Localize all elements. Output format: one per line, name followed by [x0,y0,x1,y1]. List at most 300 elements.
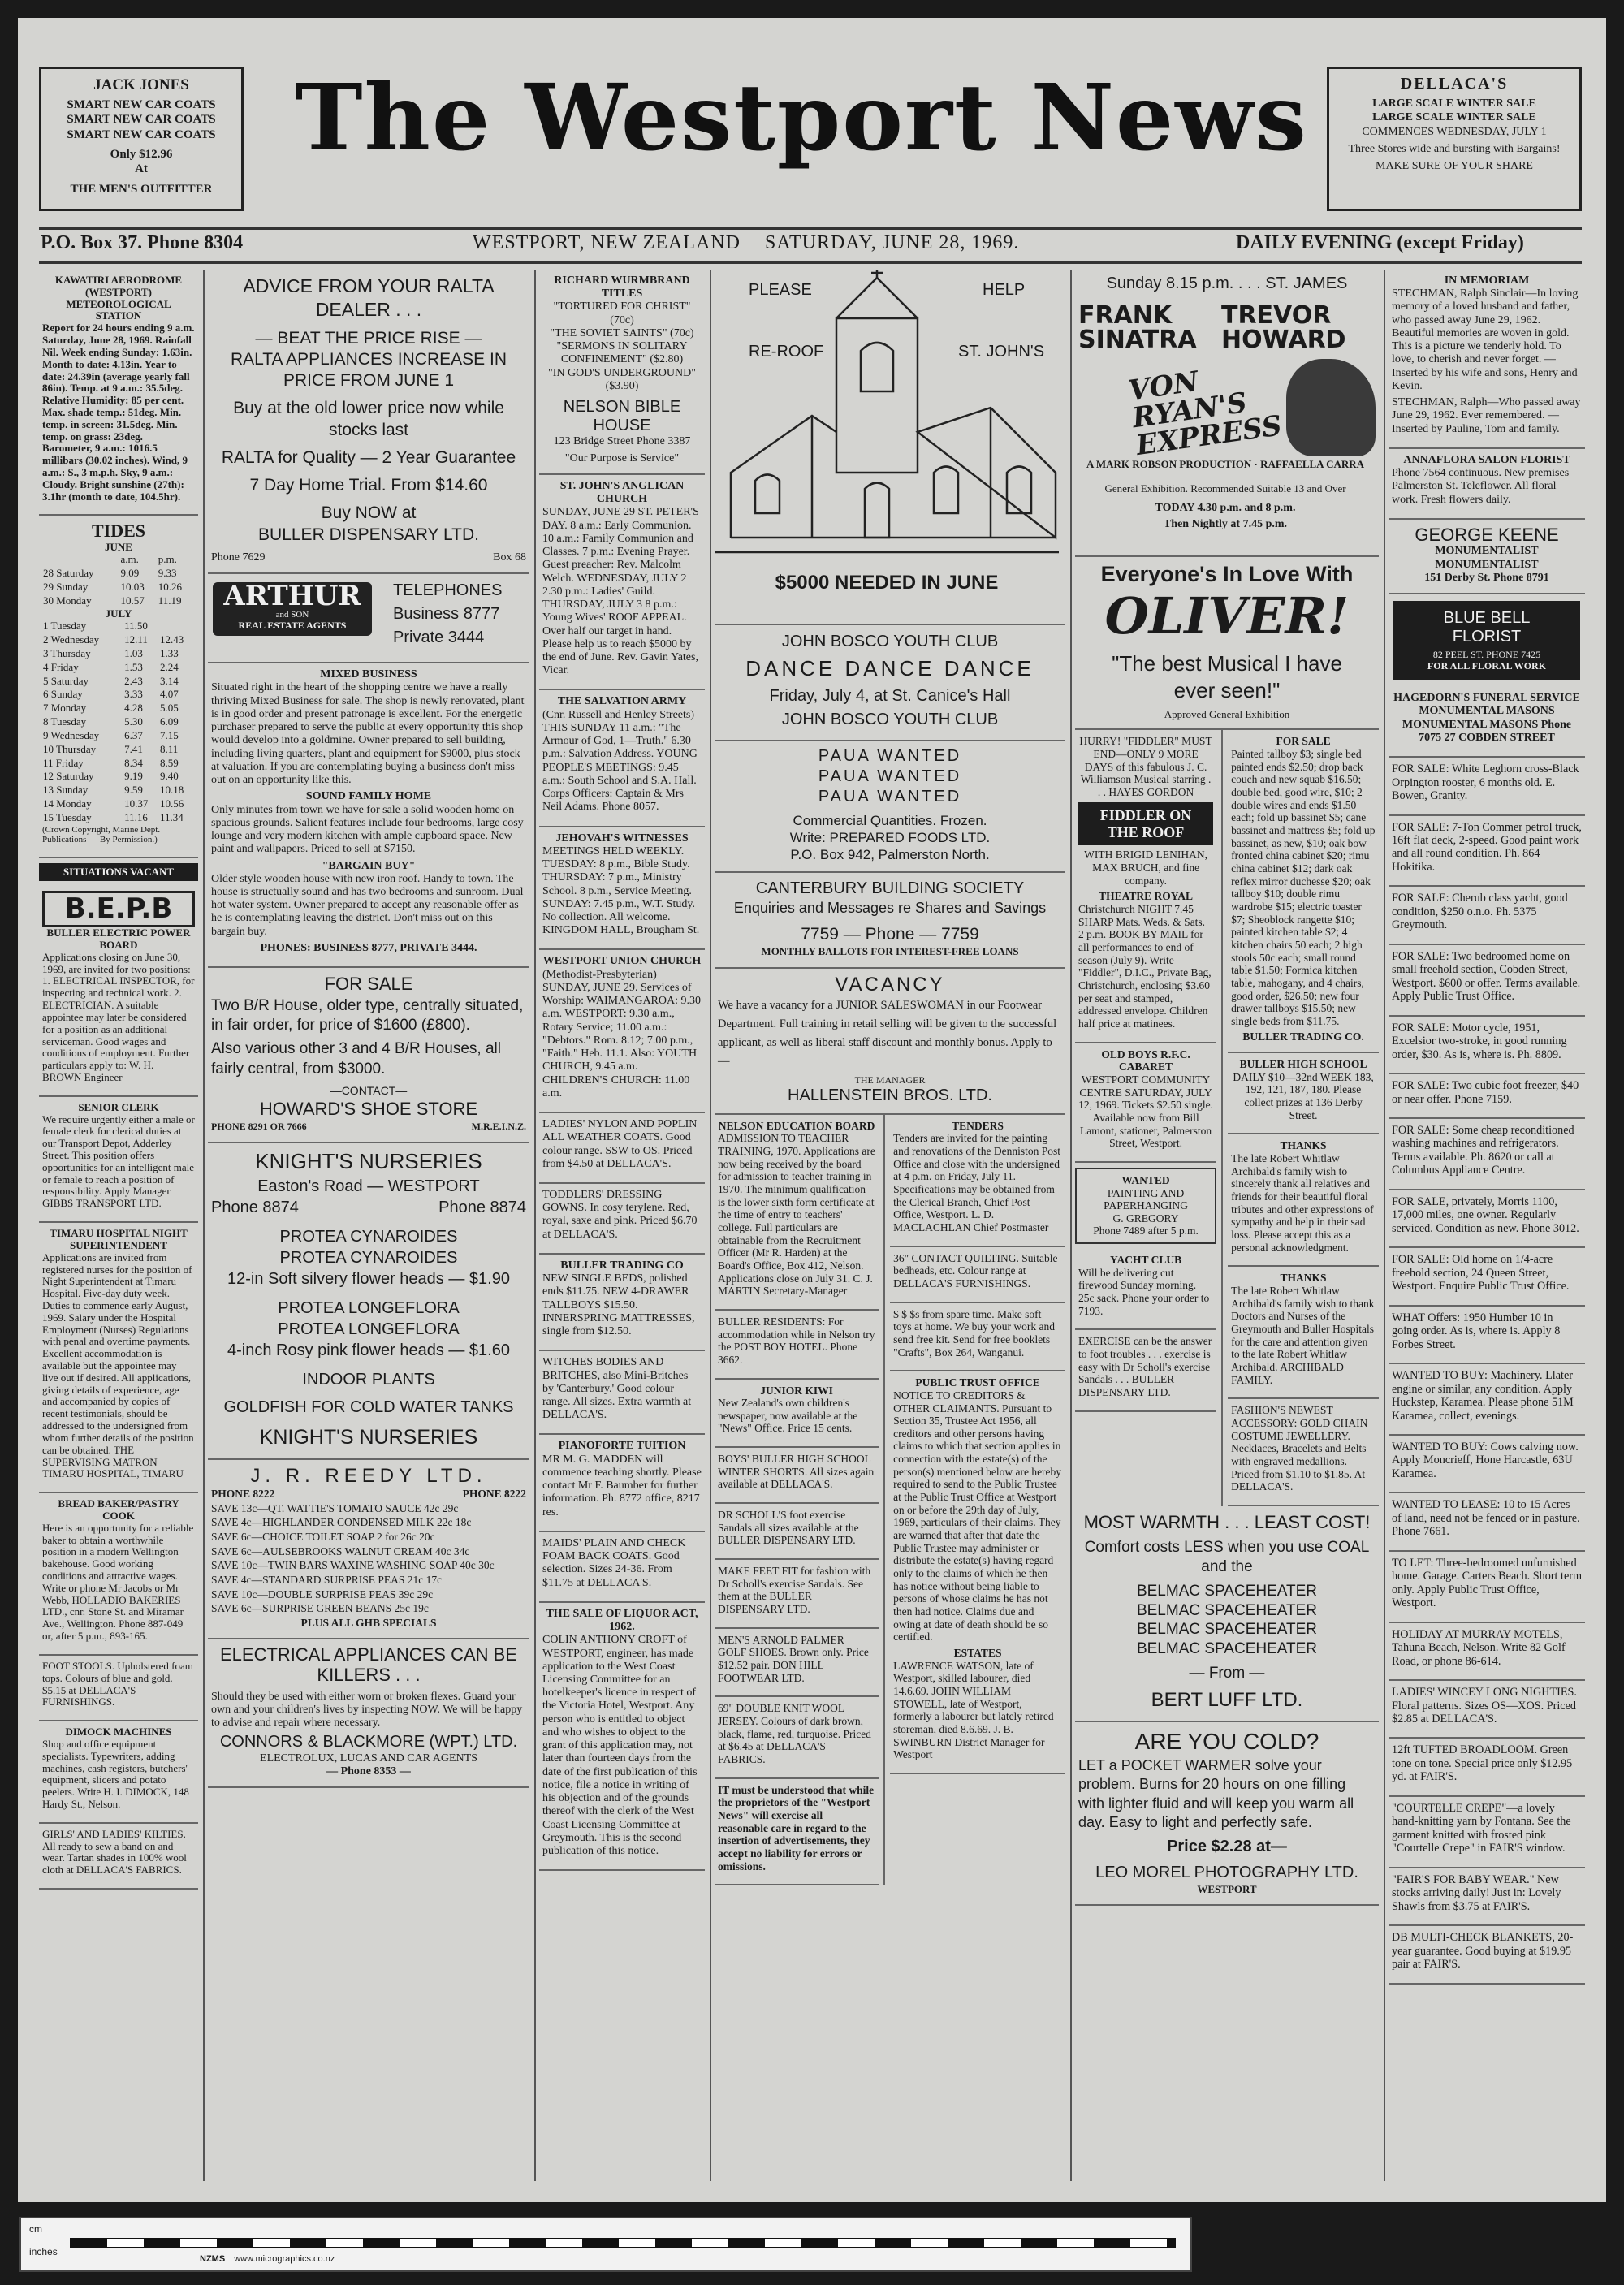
knight-line: PROTEA CYNAROIDES [279,1248,458,1267]
thanks-notice-2 [1228,1267,1379,1399]
union-church-notice [539,950,705,1113]
table-cell: 11.19 [158,594,182,607]
table-cell: 4 Friday [43,660,79,673]
classified-ad [1389,945,1585,1017]
ad-line: LARGE SCALE WINTER SALE [1372,111,1536,124]
buller-title: BULLER TRADING CO [560,1259,684,1272]
classified-text: HOLIDAY AT MURRAY MOTELS, Tahuna Beach, Nelson. Write 82 Golf Road, or phone 86-614. [1392,1627,1566,1668]
paua-line: PAUA WANTED [818,767,962,785]
wurm-item: "IN GOD'S UNDERGROUND" ($3.90) [548,366,696,392]
fiddler-ad [1075,730,1216,1043]
reedy-phone: PHONE 8222 [462,1488,526,1501]
table-row [42,661,195,675]
wanted-line: Phone 7489 after 5 p.m. [1093,1225,1199,1238]
table-cell: 12 Saturday [43,770,94,783]
classified-ad [1389,1623,1585,1681]
nelson-tag: "Our Purpose is Service" [564,451,680,464]
church-illustration [715,270,1059,562]
church-reroof: RE-ROOF [749,343,824,361]
col4-split [715,1115,1065,1886]
column-rule [710,270,711,2181]
coal-line: BERT LUFF LTD. [1151,1688,1303,1711]
gregory-wanted-ad [1075,1168,1216,1244]
disclaim-text: IT must be understood that while the proprietors of the "Westport News" will exercise all reasonable care in regard to the insertion of advertisements, they accept no liability for errors or omissions. [718,1783,875,1872]
thanks2-text: The late Robert Whitlaw Archibald's family wish to thank Doctors and Nurses of the Greymouth and Buller Hospitals for the care and attention given to the late Robert Whitlaw Archibald. ARCHIBALD FAMILY. [1231,1284,1375,1386]
thanks2-title: THANKS [1280,1272,1327,1285]
arthur-logo-top: ARTHUR [223,580,361,613]
arthur-logo-mid: and SON [275,610,309,620]
reedy-ad [208,1460,529,1639]
film-names-right [1221,301,1346,354]
table-cell: 2.24 [160,660,179,673]
classified-ad [1389,1119,1585,1190]
reedy-item: SAVE 10c—TWIN BARS WAXINE WASHING SOAP 40c 30c [211,1559,495,1572]
bargain-text: Older style wooden house with new iron roof. Handy to town. The house is structually sound and has two bedrooms and sunroom. Dual hot water system. Owner prepared to accept any reasonable offer as he is contemplating leaving the district. Don't miss out on this bargain buy. [211,872,524,938]
classified-ad [1389,887,1585,944]
ralta-ad [208,270,529,574]
forsale5-text: Painted tallboy $3; single bed painted ends $2.50; drop back couch and new squab $16.50; double bed, good wire, $10; 2 double wires and ends $1.50 each; fold up bassinet $5; cane bassinet and mattress $5; fold up bassinet, as new, $10; oak bow fronted china cabinet $20; rimu china cabinet $12; dark oak reflex mirror duchesse $20; oak tallboy $10; double rimu wardrobe $15; electric toaster $7; Sheoblock rangette $10; painted kitchen table $2; 4 kitchen chairs 50 each; 2 high stools 50c each; small round table $1.50; Formica kitchen table, mahogany, and 4 chairs, good order, $26.50; new four drawer tallboys $15.50; new single beds from $11.75. [1231,748,1376,1027]
film-title: VON RYAN'S EXPRESS [1126,365,1285,463]
theatre-title: THEATRE ROYAL [1099,890,1194,903]
classified-text: FOR SALE: Some cheap reconditioned washing machines and refrigerators. Terms available. Ph. 8620 or call at Columbus Appliance Centre. [1392,1124,1574,1177]
table-cell: 13 Sunday [43,784,89,797]
connors-ad [208,1639,529,1788]
yacht-title: YACHT CLUB [1109,1254,1182,1267]
buller-res-text: BULLER RESIDENTS: For accommodation while in Nelson try the POST BOY HOTEL. Phone 3662. [718,1315,875,1366]
table-row [42,702,195,715]
reedy-item: SAVE 6c—CHOICE TOILET SOAP 2 for 26c 20c [211,1530,435,1543]
coal-heater-ad [1075,1506,1379,1722]
reedy-item: SAVE 6c—AULSEBROOKS WALNUT CREAM 40c 34c [211,1544,470,1557]
col5-left [1075,730,1223,1505]
canterbury-building-ad [715,873,1065,969]
classified-ad [1389,758,1585,815]
feet-fit-ad [715,1560,879,1629]
yacht-text: Will be delivering cut firewood Sunday morning. 25c sack. Phone your order to 7193. [1078,1266,1210,1317]
table-cell: 12.11 [124,633,148,646]
knight-title: KNIGHT'S NURSERIES [255,1148,482,1173]
knight-phone: Phone 8874 [438,1198,526,1216]
fiddler-cast: WITH BRIGID LENIHAN, MAX BRUCH, and fine company. [1084,849,1207,887]
bluebell-name: BLUE BELL [1443,608,1531,627]
table-cell: 11 Friday [43,756,84,769]
table-row [42,770,195,784]
oliver-quote: "The best Musical I have ever seen!" [1112,651,1342,702]
table-cell: 9.40 [160,770,179,783]
family-title: SOUND FAMILY HOME [305,790,432,803]
weather-title: KAWATIRI AERODROME (WESTPORT) METEOROLOGICAL STATION [54,274,183,322]
ad-line: MAKE SURE OF YOUR SHARE [1376,159,1533,172]
table-cell: 10.56 [160,797,184,810]
table-row [42,688,195,702]
connors-name: CONNORS & BLACKMORE (WPT.) LTD. [219,1733,518,1752]
howards-ad [208,968,529,1143]
junior-kiwi-ad [715,1380,879,1449]
leo-name: LEO MOREL PHOTOGRAPHY LTD. [1095,1863,1358,1881]
table-cell: 9.19 [124,770,143,783]
clerk-title: SENIOR CLERK [78,1100,159,1113]
ad-line: SMART NEW CAR COATS [67,98,216,112]
george-keene-ad [1389,520,1585,594]
situations-vacant-banner: SITUATIONS VACANT [39,863,198,882]
table-cell: 29 Sunday [43,580,89,593]
oliver-title: OLIVER! [1104,586,1350,646]
piano-title: PIANOFORTE TUITION [558,1440,686,1453]
table-cell: 8.34 [124,756,143,769]
arthur-logo [213,582,372,636]
ralta-phone: Phone 7629 [211,551,266,564]
forsale5-footer: BULLER TRADING CO. [1242,1030,1364,1043]
neb-text: ADMISSION TO TEACHER TRAINING, 1970. Applications are now being received by the board for admission to teacher training in 1970. The minimum qualification is the lower sixth form certificate at the time of entry to teachers' college. Full particulars are obtainable from the Recruitment Officer (Mr R. Harden) at the Board's Office, Box 412, Nelson. Applications close on July 31. C. J. MARTIN Secretary-Manager [718,1132,875,1298]
ad-line: DELLACA'S [1400,75,1509,93]
classified-text: WANTED TO BUY: Machinery. Llater engine or similar, any condition. Apply Huckstep, Karamea. Please phone 51M Karamea, collect, evenings. [1392,1369,1574,1423]
bosco-line: DANCE DANCE DANCE [745,656,1034,680]
nelson-education-ad [715,1115,879,1311]
paua-line: Commercial Quantities. Frozen. [793,812,987,828]
footstool-text: FOOT STOOLS. Upholstered foam tops. Colours of blue and gold. $5.15 at DELLACA'S FURNISHINGS. [42,1659,193,1708]
table-cell [159,620,195,633]
table-row [42,647,195,661]
church-please: PLEASE [749,281,812,299]
oliver-cert: Approved General Exhibition [1164,708,1290,721]
cbs-phone: 7759 — Phone — 7759 [801,924,979,944]
classified-text: "COURTELLE CREPE"—a lovely hand-knitting yarn by Fontana. See the garment knitted with frosted pink "Courtelle Crepe" in FAIR'S window. [1392,1801,1571,1855]
table-cell: 6.37 [124,728,143,741]
coal-line: BELMAC SPACEHEATER [1136,1601,1318,1619]
in-memoriam [1389,270,1585,449]
tides-title: TIDES [91,520,146,542]
buller-text: NEW SINGLE BEDS, polished ends $11.75. NEW 4-DRAWER TALLBOYS $15.50. INNERSPRING MATTRESSES, single from $12.50. [542,1272,695,1338]
table-cell: 10.26 [158,580,182,593]
classified-ad [1389,1248,1585,1306]
phones-line: PHONES: BUSINESS 8777, PRIVATE 3444. [260,941,477,954]
post-boy-hotel-ad [715,1311,879,1380]
tides-table [39,516,198,857]
table-row [42,811,195,825]
ad-line: LARGE SCALE WINTER SALE [1372,97,1536,110]
bargain-title: "BARGAIN BUY" [322,859,416,872]
classified-text: WHAT Offers: 1950 Humber 10 in going order. As is, where is. Apply 8 Forbes Street. [1392,1311,1561,1351]
newspaper-page [18,18,1606,2202]
tides-note: (Crown Copyright, Marine Dept. Publications — By Permission.) [42,824,161,845]
coal-line: MOST WARMTH . . . LEAST COST! [1083,1511,1371,1532]
dateline-rule-top [39,227,1582,230]
dateline-rule-bottom [39,261,1582,264]
hospital-text: Applications are invited from registered nurses for the position of Night Superintendent at Timaru Hospital. Five-day duty week. Duties to commence early August, 1969. Salary under the Hospital Employment (Nurses) Regulations with penal and overtime payments. Excellent accommodation is available but the appointee may live out if desired. All applications, giving details of experience, age and accompanied by copies of recent testimonials, should be addressed to the undersigned from whom further details of the position can be obtained. THE SUPERVISING MATRON TIMARU HOSPITAL, TIMARU [42,1250,194,1480]
witches-britches-ad [539,1351,705,1435]
exercise-text: EXERCISE can be the answer to foot troubles . . . exercise is easy with Dr Scholl's exercise Sandals . . . BULLER DISPENSARY LTD. [1078,1335,1212,1399]
ralta-line: 7 Day Home Trial. From $14.60 [249,476,488,495]
knight-line: 12-in Soft silvery flower heads — $1.90 [227,1269,510,1288]
disclaimer [715,1779,879,1886]
classified-text: FOR SALE: Old home on 1/4-acre freehold section, 24 Queen Street, Westport. Enquire Public Trust Office. [1392,1253,1570,1294]
elec-text: Should they be used with either worn or broken flexes. Guard your own and your children's lives by inspecting NOW. We will be happy to advise and repair where necessary. [211,1690,523,1730]
liquor-title: THE SALE OF LIQUOR ACT, 1962. [546,1607,698,1634]
classified-text: WANTED TO BUY: Cows calving now. Apply Moncrieff, Hone Harcastle, 63U Karamea. [1392,1440,1579,1480]
ralta-line: Buy at the old lower price now while stocks last [233,399,504,439]
table-cell: 11.50 [124,620,148,633]
table-row [42,581,195,594]
jersey-text: 69" DOUBLE KNIT WOOL JERSEY. Colours of dark brown, black, flame, red, turquoise. Priced at $6.45 at DELLACA'S FABRICS. [718,1702,871,1765]
oldboys-title: OLD BOYS R.F.C. CABARET [1101,1047,1190,1073]
classified-ad [1389,1493,1585,1551]
keene-line: MONUMENTALIST [1435,545,1539,558]
arthur-private: Private 3444 [393,628,485,647]
table-cell: 1.33 [160,647,179,660]
ruler-label: NZMS [200,2254,226,2264]
arthur-listings [208,663,529,968]
wanted-title: WANTED [1121,1173,1170,1186]
table-cell: 3.14 [160,674,179,687]
classified-text: FOR SALE: Cherub class yacht, good condition, $250 o.n.o. Ph. 5375 Greymouth. [1392,892,1568,932]
classified-ad [1389,1307,1585,1364]
wanted-line: PAINTING AND PAPERHANGING [1104,1186,1188,1212]
buller-high-school-ad [1228,1053,1379,1134]
pto-text: NOTICE TO CREDITORS & OTHER CLAIMANTS. Pursuant to Section 35, Trustee Act 1956, all creditors and other persons having claims to which that section applies in connection with the estate(s) of the person(s) mentioned below are hereby required to send to the Public Trustee at the Public Trust Office at Westport on or before the 29th day of July, 1969, particulars of their claims. They are warned that after that date the Public Trustee may administer or distribute the estate(s) having regard only to the claims of which he then has notice without being liable to persons of whose claims he has not then had notice. Claims due and owing at date of death should be so certified. [893,1389,1062,1644]
classified-text: WANTED TO LEASE: 10 to 15 Acres of land, need not be fenced or in pasture. Phone 7661. [1392,1498,1580,1539]
ruler-inches-label: inches [29,2246,58,2257]
quilting-ad [890,1247,1065,1303]
table-cell: 9.09 [120,567,140,580]
table-cell: 5.05 [160,702,179,715]
church-help: HELP [983,281,1026,299]
dimock-ad [39,1721,198,1824]
knight-line: INDOOR PLANTS [302,1370,435,1389]
paua-line: PAUA WANTED [818,746,962,765]
ralta-line: — BEAT THE PRICE RISE — [255,328,482,348]
dellacas-sale-ad [1327,67,1582,211]
classified-text: TO LET: Three-bedroomed unfurnished home. Garage. Carters Beach. Short term only. Apply Public Trust Office, Westport. [1392,1556,1583,1610]
annaflora-title: ANNAFLORA SALON FLORIST [1403,453,1570,466]
blue-bell-florist-ad [1393,601,1580,680]
film-name: TREVOR [1221,301,1332,330]
column-1 [39,270,198,2181]
film-credits: A MARK ROBSON PRODUCTION · RAFFAELLA CARRA [1086,458,1365,470]
ralta-line: RALTA for Quality — 2 Year Guarantee [221,447,516,467]
dateline-place: WESTPORT, NEW ZEALAND [473,232,741,253]
film-time: Then Nightly at 7.45 p.m. [1163,518,1288,530]
arthur-son-ad [208,574,529,663]
classified-ad [1389,1436,1585,1493]
tides-july [42,620,195,824]
keene-name: GEORGE KEENE [1415,524,1559,545]
arthur-tel-title: TELEPHONES [393,581,503,600]
nelson-bible-house-ad [539,270,705,475]
paua-line: P.O. Box 942, Palmerston North. [790,847,990,863]
table-cell: 1.03 [124,647,143,660]
nylon-coats-ad [539,1113,705,1184]
ruler-scale-bar [70,2238,1176,2248]
table-cell: 7.41 [124,742,143,755]
tides-june [42,553,195,607]
pto-title: PUBLIC TRUST OFFICE [915,1376,1040,1389]
classified-ad [1389,1739,1585,1796]
table-cell: 5.30 [124,715,143,728]
stjohn-text: SUNDAY, JUNE 29 ST. PETER'S DAY. 8 a.m.: Early Communion. 10 a.m.: Family Communion and Classes. 7 p.m.: Evening Prayer. Guest preacher: Rev. Malcolm Welch. WEDNESDAY, JULY 2 2.30 p.m.: Ladies' Guild. THURSDAY, JULY 3 8 p.m.: Young Wives' ROOF APPEAL. Over half our target in hand. Please help us to reach $5000 by the end of June. Rev. Gavin Yates, Vicar. [542,506,699,677]
paua-line: Write: PREPARED FOODS LTD. [789,829,991,845]
mixed-text: Situated right in the heart of the shopping centre we have a really thriving Mixed Business for sale. The shop is newly renovated, plant is in good order and present patronage is excellent. For the energetic purchaser prepared to serve the public at every opportunity this shop would develop into a goldmine. Owner prepared to sell building, including living quarters, plant and equipment for $9000, plus stock at valuation. If you are contemplating buying a business don't miss out on an opportunity like this. [211,681,525,787]
howard-name: HOWARD'S SHOE STORE [259,1098,478,1119]
buller-trading-forsale [1228,730,1379,1053]
knight-phone: Phone 8874 [211,1198,299,1216]
baker-ad [39,1493,198,1656]
ruler-brand [200,2254,335,2264]
hagedorn-title: HAGEDORN'S FUNERAL SERVICE [1393,692,1580,705]
golf-text: MEN'S ARNOLD PALMER GOLF SHOES. Brown only. Price $12.52 pair. DON HILL FOOTWEAR LTD. [718,1633,869,1684]
piano-text: MR M. G. MADDEN will commence teaching shortly. Please contact Mr F. Baumber for further information. Ph. 8772 office, 8217 res. [542,1453,702,1518]
classified-text: FOR SALE: White Leghorn cross-Black Orpington rooster, 6 months old. E. Bowen, Granity. [1392,762,1579,803]
table-row [42,757,195,771]
toddler-text: TODDLERS' DRESSING GOWNS. In cosy terylene. Red, royal, saxe and pink. Priced $6.70 at DELLACA'S. [542,1188,698,1241]
dateline-pobox: P.O. Box 37. Phone 8304 [41,232,244,253]
stjames-line: Sunday 8.15 p.m. . . . ST. JAMES [1106,274,1348,292]
hallenstein-vacancy-ad [715,969,1065,1115]
table-cell: 10.18 [160,784,184,797]
bosco-line: JOHN BOSCO YOUTH CLUB [781,710,999,728]
table-cell: 9.59 [124,784,143,797]
table-row [42,633,195,647]
baker-text: Here is an opportunity for a reliable baker to obtain a worthwhile position in a modern Wellington bakehouse. Good working conditions and attractive wages. Write or phone Mr Jacobs or Mr Webb, HOLLADIO BAKERIES LTD., cnr. Stone St. and Miramar Ave., Wellington. Phone 887-049 or, after 5 p.m., 893-165. [42,1521,194,1643]
forsale-text: Two B/R House, older type, centrally situated, in fair order, for price of $1600 (£800). [211,996,524,1035]
reedy-item: SAVE 4c—STANDARD SURPRISE PEAS 21c 17c [211,1573,443,1586]
cbs-title: CANTERBURY BUILDING SOCIETY [755,879,1025,898]
connors-sub: ELECTROLUX, LUCAS AND CAR AGENTS [260,1752,477,1765]
table-row [42,729,195,743]
salvation-army-notice [539,690,705,827]
bepb-logo: B.E.P.B [42,891,195,927]
howard-reinz: M.R.E.I.N.Z. [471,1121,526,1133]
knight-line: PROTEA LONGEFLORA [278,1298,460,1317]
film-time: TODAY 4.30 p.m. and 8 p.m. [1155,502,1296,514]
clerk-text: We require urgently either a male or female clerk for clerical duties at our Transport Depot, Adderley Street. This position offers opportunities for an intelligent male or female to reach a position of responsibility. Apply Manager GIBBS TRANSPORT LTD. [42,1112,195,1210]
wu-title: WESTPORT UNION CHURCH [542,955,702,968]
table-cell: 11.34 [160,810,184,823]
tenders-title: TENDERS [952,1119,1004,1132]
coal-line: BELMAC SPACEHEATER [1136,1621,1318,1639]
knight-line: GOLDFISH FOR COLD WATER TANKS [223,1397,514,1416]
column-4 [715,270,1065,2181]
tides-june-label: JUNE [105,540,132,553]
kiwi-title: JUNIOR KIWI [760,1384,833,1397]
mem-title: IN MEMORIAM [1444,274,1530,287]
ad-line: JACK JONES [93,76,189,93]
ruler-cm-label: cm [29,2223,42,2235]
arthur-business: Business 8777 [393,605,500,624]
toddler-gowns-ad [539,1184,705,1255]
footstool-ad [39,1656,198,1721]
table-row [42,784,195,797]
liquor-text: COLIN ANTHONY CROFT of WESTPORT, engineer, has made application to the West Coast Licensing Committee for an hotelkeeper's licence in respect of the Victoria Hotel, Westport. Any person who is entitled to object and who wishes to object to the grant of this application may, not later than fourteen days from the date of the first publication of this notice, file a notice in writing of his objection and of the grounds thereof with the clerk of the West Coast Licensing Committee at Greymouth. This is the second publication of this notice. [542,1634,698,1858]
ralta-box: Box 68 [493,551,526,564]
col4-left [715,1115,885,1886]
knight-addr: Easton's Road — WESTPORT [257,1177,480,1195]
jw-text: MEETINGS HELD WEEKLY. TUESDAY: 8 p.m., Bible Study. THURSDAY: 7 p.m., Ministry School. 8 p.m., Service Meeting. SUNDAY: 7.45 p.m., W.T. Study. No collection. All welcome. KINGDOM HALL, Brougham St. [542,844,700,937]
table-cell: 28 Saturday [43,567,94,580]
classified-ad [1389,1797,1585,1868]
table-cell: 8.59 [160,756,179,769]
bluebell-line: 82 PEEL ST. PHONE 7425 [1432,649,1541,661]
reedy-footer: PLUS ALL GHB SPECIALS [300,1616,437,1629]
oliver-tag: Everyone's In Love With [1100,562,1354,586]
vacancy-title: VACANCY [835,974,945,996]
classified-ad [1389,1190,1585,1248]
column-2 [208,270,529,2181]
boys-text: BOYS' BULLER HIGH SCHOOL WINTER SHORTS. All sizes again available at DELLACA'S. [718,1453,875,1491]
oliver-ad [1075,557,1379,730]
table-row [42,553,195,567]
salv-title: THE SALVATION ARMY [557,695,687,708]
classified-text: 12ft TUFTED BROADLOOM. Green tone on tone. Special price only $12.95 yd. at FAIR'S. [1392,1743,1573,1784]
cold-title: ARE YOU COLD? [1134,1728,1320,1754]
buller-trading-ad [539,1255,705,1351]
reedy-item: SAVE 4c—HIGHLANDER CONDENSED MILK 22c 18c [211,1516,472,1529]
table-cell: 10.37 [124,797,149,810]
scale-ruler [19,2217,1192,2272]
cold-price: Price $2.28 at— [1167,1837,1287,1855]
table-cell: 7 Monday [43,702,87,715]
bluebell-line: FOR ALL FLORAL WORK [1427,660,1547,672]
weather-text: Report for 24 hours ending 9 a.m. Saturday, June 28, 1969. Rainfall Nil. Week ending Sunday: 1.63in. Month to date: 4.13in. Year to date: 24.39in (average yearly fall 86in). Temp. at 9 a.m.: 35.5deg. Relative Humidity: 85 per cent. Max. shade temp.: 51deg. Min. temp. in screen: 31.5deg. Min. temp. on grass: 23deg. Barometer, 9 a.m.: 1016.5 millibars (30.02 inches). Wind, 9 a.m.: S., 3 m.p.h. Sky, 9 a.m.: Cloudy. Bright sunshine (27th): 3.1hr (month to date, 104.5hr). [42,322,195,503]
bhs-text: DAILY $10—32nd WEEK 183, 192, 121, 187, 180. Please collect prizes at 136 Derby Street. [1233,1070,1374,1121]
keene-line: 151 Derby St. Phone 8791 [1424,571,1549,584]
table-cell: 4.28 [124,702,143,715]
wurm-item: "SERMONS IN SOLITARY CONFINEMENT" ($2.80) [556,340,688,366]
col4-right [885,1115,1065,1886]
classified-ad [1389,816,1585,888]
kilties-text: GIRLS' AND LADIES' KILTIES. All ready to sew a band on and wear. Tartan shades in 100% wool cloth at DELLACA'S FABRICS. [42,1827,187,1877]
hospital-title: TIMARU HOSPITAL NIGHT SUPERINTENDENT [50,1227,188,1251]
table-cell: 14 Monday [43,797,92,810]
column-3 [539,270,705,2181]
column-rule [534,270,536,2181]
bepb-title: BULLER ELECTRIC POWER BOARD [46,927,191,952]
pianoforte-ad [539,1435,705,1531]
reedy-item: SAVE 10c—DOUBLE SURPRISE PEAS 39c 29c [211,1587,434,1600]
keene-line: MONUMENTALIST [1435,558,1539,571]
table-cell: 8 Tuesday [43,715,87,728]
classified-text: DB MULTI-CHECK BLANKETS, 20-year guarantee. Good buying at $19.95 pair at FAIR'S. [1392,1931,1574,1972]
table-cell: 3.33 [124,688,143,701]
film-names-left [1078,301,1197,354]
dateline-daily: DAILY EVENING (except Friday) [1236,232,1524,253]
table-cell: 2 Wednesday [43,633,100,646]
mem-text: STECHMAN, Ralph Sinclair—In loving memory of a loved husband and father, who passed away June 29, 1962. Beautiful memories are woven in gold. This is a picture we tenderly hold. To love, to cherish and never forget. —Inserted by his wife and sons, Henry and Kevin. [1392,287,1579,392]
ad-line: COMMENCES WEDNESDAY, JULY 1 [1362,125,1547,138]
coal-line: Comfort costs LESS when you use COAL and the [1084,1539,1370,1576]
reedy-title: J. R. REEDY LTD. [250,1465,487,1488]
jehovahs-witnesses-notice [539,827,705,951]
cbs-line: Enquiries and Messages re Shares and Savings [733,900,1047,917]
howard-phone-row [211,1121,526,1134]
forsale-contact: —CONTACT— [330,1083,408,1097]
hallenstein-manager: THE MANAGER [854,1073,926,1086]
mixed-title: MIXED BUSINESS [320,668,417,681]
column-5 [1075,270,1379,2181]
table-row [42,715,195,729]
mem-text: STECHMAN, Ralph—Who passed away June 29, 1962. Ever remembered. —Inserted by Pauline, Tom and family. [1392,396,1581,435]
scholl-text: DR SCHOLL'S foot exercise Sandals all sizes available at the BULLER DISPENSARY LTD. [718,1509,859,1547]
quilt-text: 36" CONTACT QUILTING. Suitable bedheads, etc. Colour range at DELLACA'S FURNISHINGS. [893,1251,1058,1289]
wu-text: (Methodist-Presbyterian) SUNDAY, JUNE 29. Services of Worship: WAIMANGAROA: 9.30 a.m. WESTPORT: 9.30 a.m., Rotary Service; 11.00 a.m.: "Debtors." Rom. 8.12; 7.00 p.m., "Faith." Heb. 11.1. Also: YOUTH CHURCH, 9.45 a.m. CHILDREN'S CHURCH: 11.00 a.m. [542,968,702,1099]
classified-ad [1389,1017,1585,1074]
masthead-title: The Westport News [295,65,1308,171]
hagedorn-ad [1389,687,1585,758]
paua-ad [715,741,1065,874]
column-rule [1384,270,1385,2181]
table-cell: 1 Tuesday [43,620,87,633]
column-rule [203,270,205,2181]
vacancy-text: We have a vacancy for a JUNIOR SALESWOMAN in our Footwear Department. Full training in retail selling will be given to the successful applicant, as well as liberal staff discount and monthly bonus. Apply to— [718,998,1057,1069]
